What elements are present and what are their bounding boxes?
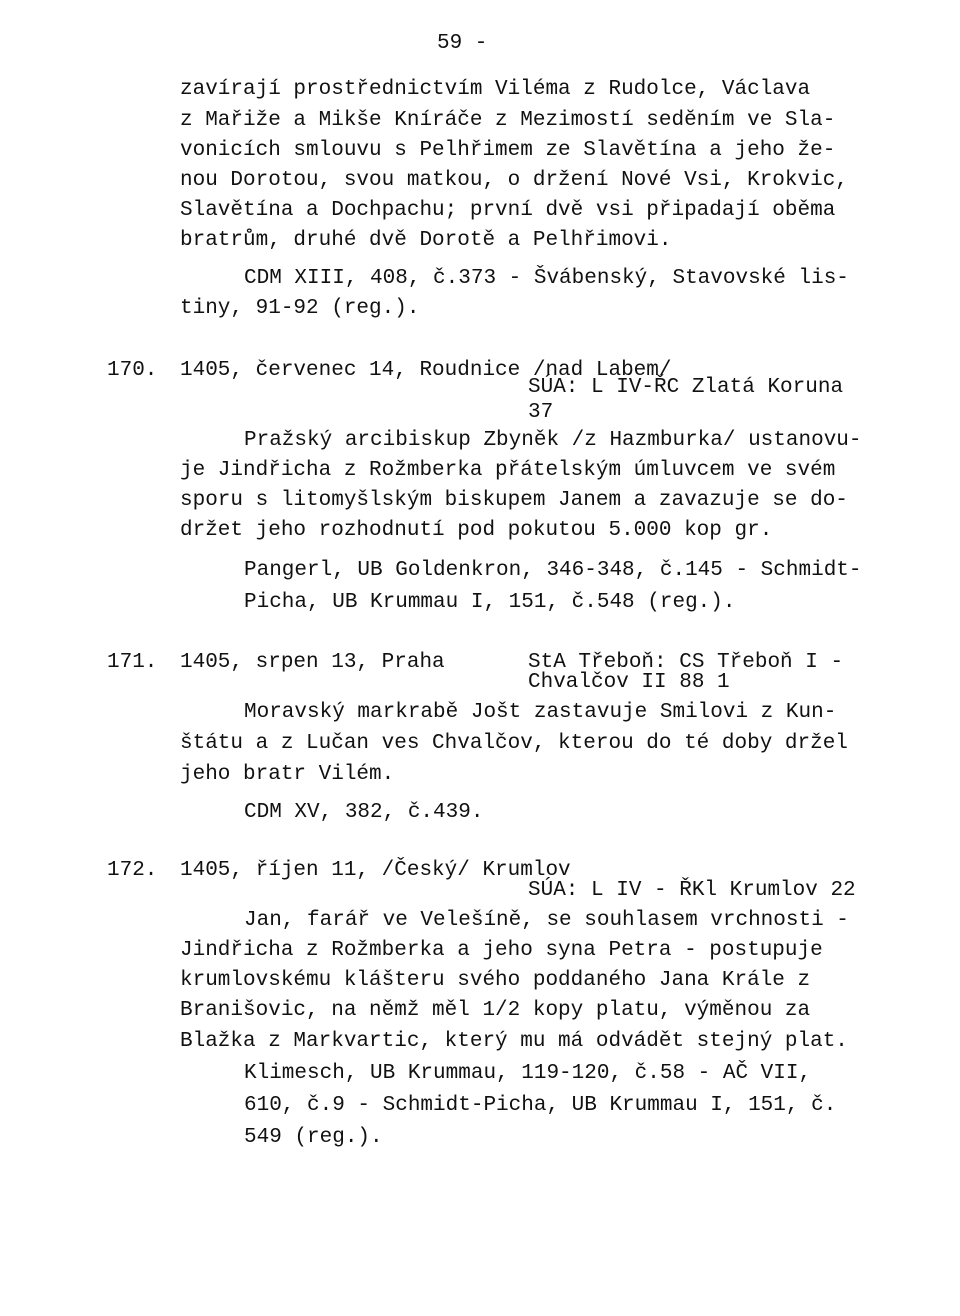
text-line: Jindřicha z Rožmberka a jeho syna Petra - postupuje xyxy=(180,939,823,962)
text-line: jeho bratr Vilém. xyxy=(180,763,395,786)
text-line: Blažka z Markvartic, který mu má odvádět stejný plat. xyxy=(180,1030,848,1053)
entry-number: 170. xyxy=(107,359,158,382)
text-line: štátu a z Lučan ves Chvalčov, kterou do té doby držel xyxy=(180,732,848,755)
text-line: bratrům, druhé dvě Dorotě a Pelhřimovi. xyxy=(180,229,672,252)
entry-number: 172. xyxy=(107,859,158,882)
archive-line: Chvalčov II 88 1 xyxy=(528,671,730,694)
source-line: CDM XV, 382, č.439. xyxy=(244,801,484,824)
archive-line: SÚA: L IV - ŘKl Krumlov 22 xyxy=(528,879,856,902)
text-line: Pražský arcibiskup Zbyněk /z Hazmburka/ ustanovu- xyxy=(244,429,862,452)
entry-number: 171. xyxy=(107,651,158,674)
source-line: Pangerl, UB Goldenkron, 346-348, č.145 - Schmidt- xyxy=(244,559,862,582)
source-line: Picha, UB Krummau I, 151, č.548 (reg.). xyxy=(244,591,736,614)
text-line: zavírají prostřednictvím Viléma z Rudolce, Václava xyxy=(180,78,811,101)
archive-line: StA Třeboň: CS Třeboň I - xyxy=(528,651,844,674)
source-line: CDM XIII, 408, č.373 - Švábenský, Stavovské lis- xyxy=(244,267,849,290)
text-line: je Jindřicha z Rožmberka přátelským úmluvcem ve svém xyxy=(180,459,836,482)
source-line: 549 (reg.). xyxy=(244,1126,383,1149)
source-line: 610, č.9 - Schmidt-Picha, UB Krummau I, 151, č. xyxy=(244,1094,837,1117)
text-line: držet jeho rozhodnutí pod pokutou 5.000 kop gr. xyxy=(180,519,773,542)
source-line: Klimesch, UB Krummau, 119-120, č.58 - AČ VII, xyxy=(244,1062,812,1085)
entry-date-place: 1405, srpen 13, Praha xyxy=(180,651,445,674)
entry-date-place: 1405, říjen 11, /Český/ Krumlov xyxy=(180,859,571,882)
text-line: z Mařiže a Mikše Kníráče z Mezimostí sedĕním ve Sla- xyxy=(180,109,836,132)
text-line: Moravský markrabě Jošt zastavuje Smilovi z Kun- xyxy=(244,701,837,724)
source-line: tiny, 91-92 (reg.). xyxy=(180,297,420,320)
text-line: nou Dorotou, svou matkou, o držení Nové Vsi, Krokvic, xyxy=(180,169,848,192)
entry-date-place: 1405, červenec 14, Roudnice /nad Labem/ xyxy=(180,359,672,382)
archive-line: 37 xyxy=(528,401,554,424)
text-line: Slavětína a Dochpachu; první dvě vsi připadají oběma xyxy=(180,199,836,222)
text-line: sporu s litomyšlským biskupem Janem a zavazuje se do- xyxy=(180,489,848,512)
text-line: Jan, farář ve Velešíně, se souhlasem vrchnosti - xyxy=(244,909,849,932)
text-line: Branišovic, na němž měl 1/2 kopy platu, výměnou za xyxy=(180,999,811,1022)
archive-line: SÚA: L IV-ŘC Zlatá Koruna xyxy=(528,376,844,399)
text-line: krumlovskému klášteru svého poddaného Jana Krále z xyxy=(180,969,811,992)
page-number: 59 - xyxy=(437,32,488,55)
text-line: vonicích smlouvu s Pelhřimem ze Slavětína a jeho že- xyxy=(180,139,836,162)
